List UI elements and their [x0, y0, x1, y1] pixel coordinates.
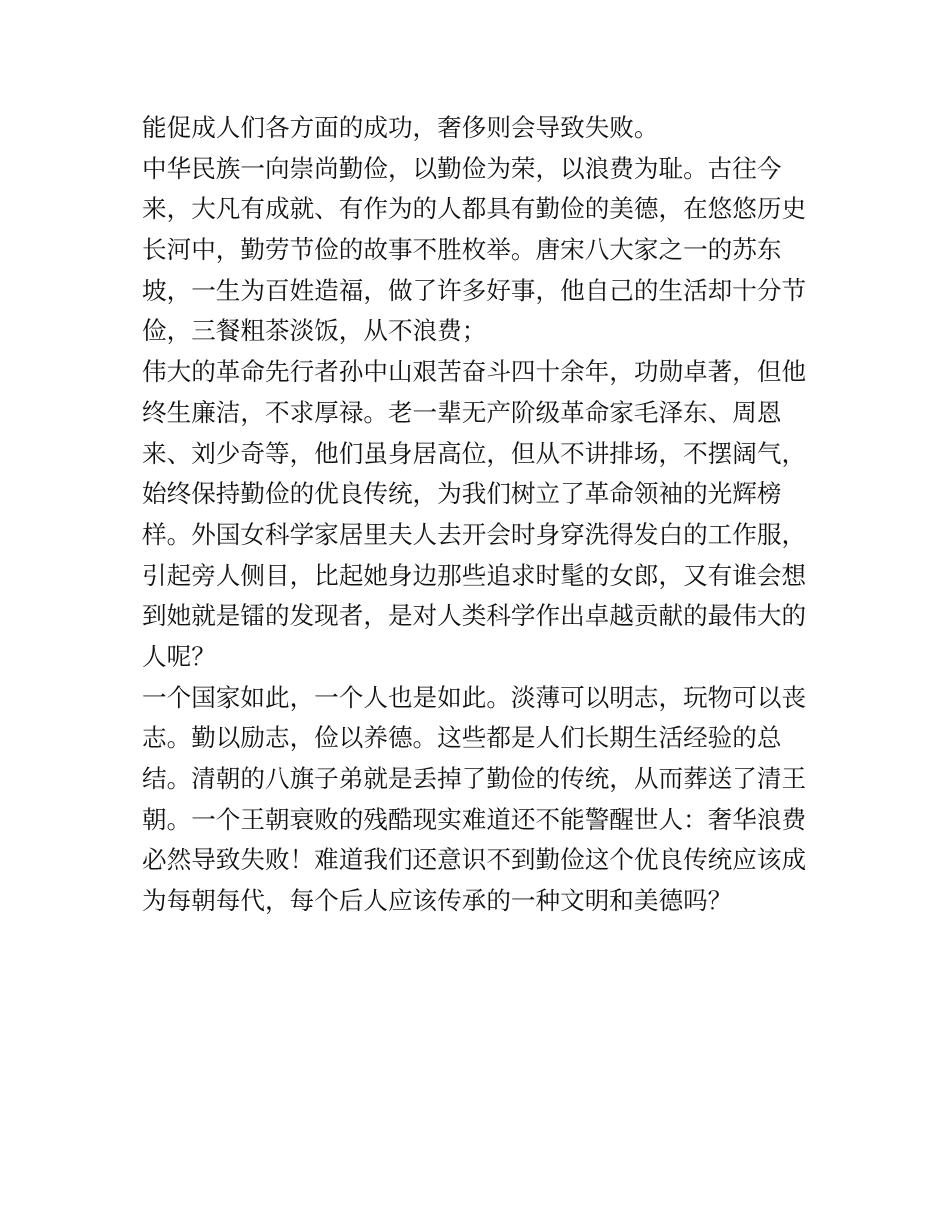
- text-line: 人呢？: [142, 641, 216, 671]
- text-line: 来，大凡有成就、有作为的人都具有勤俭的美德，在悠悠历史: [142, 194, 807, 224]
- text-line: 必然导致失败！难道我们还意识不到勤俭这个优良传统应该成: [142, 845, 807, 875]
- text-line: 为每朝每代，每个后人应该传承的一种文明和美德吗？: [142, 886, 733, 916]
- text-line: 朝。一个王朝衰败的残酷现实难道还不能警醒世人：奢华浪费: [142, 804, 807, 834]
- text-line: 中华民族一向崇尚勤俭，以勤俭为荣，以浪费为耻。古往今: [142, 153, 782, 183]
- text-line: 坡，一生为百姓造福，做了许多好事，他自己的生活却十分节: [142, 275, 807, 305]
- text-line: 始终保持勤俭的优良传统，为我们树立了革命领袖的光辉榜: [142, 479, 782, 509]
- text-line: 引起旁人侧目，比起她身边那些追求时髦的女郎，又有谁会想: [142, 560, 807, 590]
- text-line: 长河中，勤劳节俭的故事不胜枚举。唐宋八大家之一的苏东: [142, 235, 782, 265]
- text-line: 结。清朝的八旗子弟就是丢掉了勤俭的传统，从而葬送了清王: [142, 764, 807, 793]
- text-line: 样。外国女科学家居里夫人去开会时身穿洗得发白的工作服，: [142, 519, 807, 549]
- text-line: 来、刘少奇等，他们虽身居高位，但从不讲排场，不摆阔气，: [142, 438, 807, 468]
- text-line: 伟大的革命先行者孙中山艰苦奋斗四十余年，功勋卓著，但他: [142, 357, 807, 387]
- text-line: 志。勤以励志，俭以养德。这些都是人们长期生活经验的总: [142, 723, 782, 753]
- text-line: 俭，三餐粗茶淡饭，从不浪费；: [142, 316, 487, 346]
- body-text: [142, 108, 822, 922]
- text-line: 一个国家如此，一个人也是如此。淡薄可以明志，玩物可以丧: [142, 682, 807, 712]
- text-line: 到她就是镭的发现者，是对人类科学作出卓越贡献的最伟大的: [142, 601, 807, 631]
- text-line: 终生廉洁，不求厚禄。老一辈无产阶级革命家毛泽东、周恩: [142, 397, 782, 427]
- text-line: 能促成人们各方面的成功，奢侈则会导致失败。: [142, 113, 659, 142]
